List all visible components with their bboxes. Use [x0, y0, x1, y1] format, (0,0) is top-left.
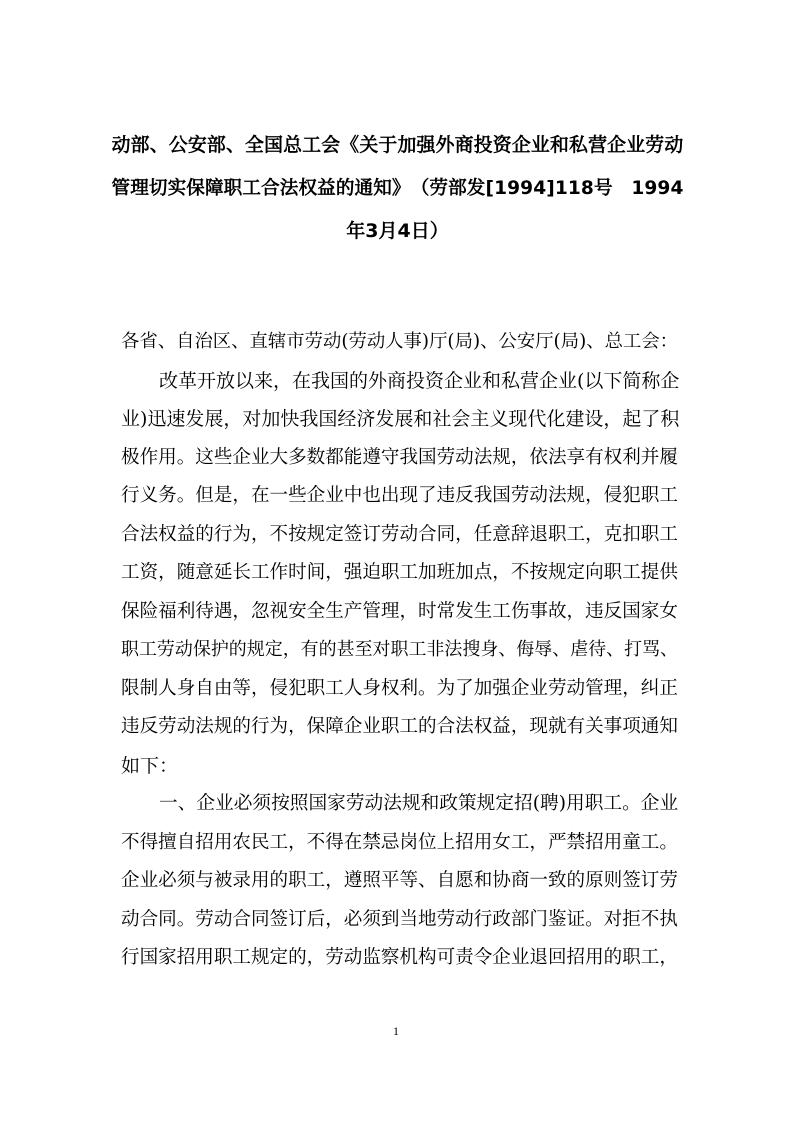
paragraph-1-line-4: 行义务。但是，在一些企业中也出现了违反我国劳动法规，侵犯职工	[121, 485, 678, 506]
page-number: 1	[393, 1024, 399, 1038]
paragraph-2-line-2: 不得擅自招用农民工，不得在禁忌岗位上招用女工，严禁招用童工。	[121, 831, 678, 853]
paragraph-1-line-3: 极作用。这些企业大多数都能遵守我国劳动法规，依法享有权利并履	[121, 446, 678, 468]
paragraph-2-line-3: 企业必须与被录用的职工，遵照平等、自愿和协商一致的原则签订劳	[121, 870, 678, 891]
paragraph-1-line-11: 如下：	[121, 754, 179, 777]
document-body	[121, 323, 681, 978]
paragraph-1-line-10: 违反劳动法规的行为，保障企业职工的合法权益，现就有关事项通知	[121, 716, 678, 737]
title-line-3: 年3月4日）	[346, 220, 449, 242]
paragraph-2-line-4: 动合同。劳动合同签订后，必须到当地劳动行政部门鉴证。对拒不执	[121, 908, 678, 930]
paragraph-1-line-1: 改革开放以来，在我国的外商投资企业和私营企业(以下简称企	[159, 369, 680, 392]
paragraph-1-line-5: 合法权益的行为，不按规定签订劳动合同，任意辞退职工，克扣职工	[121, 523, 678, 545]
paragraph-1-line-6: 工资，随意延长工作时间，强迫职工加班加点，不按规定向职工提供	[121, 562, 678, 583]
salutation: 各省、自治区、直辖市劳动(劳动人事)厅(局)、公安厅(局)、总工会：	[121, 331, 679, 352]
paragraph-2-line-5: 行国家招用职工规定的，劳动监察机构可责令企业退回招用的职工，	[121, 947, 678, 968]
title-line-2: 管理切实保障职工合法权益的通知》 （劳部发[1994]118号 1994	[111, 178, 684, 199]
paragraph-1-line-9: 限制人身自由等，侵犯职工人身权利。为了加强企业劳动管理，纠正	[121, 677, 678, 699]
document-title	[110, 124, 685, 253]
paragraph-2-line-1: 一、企业必须按照国家劳动法规和政策规定招(聘)用职工。企业	[159, 793, 679, 814]
paragraph-1-line-8: 职工劳动保护的规定，有的甚至对职工非法搜身、侮辱、虐待、打骂、	[121, 639, 679, 660]
paragraph-1-line-2: 业)迅速发展，对加快我国经济发展和社会主义现代化建设，起了积	[121, 408, 680, 430]
title-line-1: 动部、公安部、全国总工会《关于加强外商投资企业和私营企业劳动	[111, 134, 684, 156]
paragraph-1-line-7: 保险福利待遇，忽视安全生产管理，时常发生工伤事故，违反国家女	[121, 600, 678, 622]
